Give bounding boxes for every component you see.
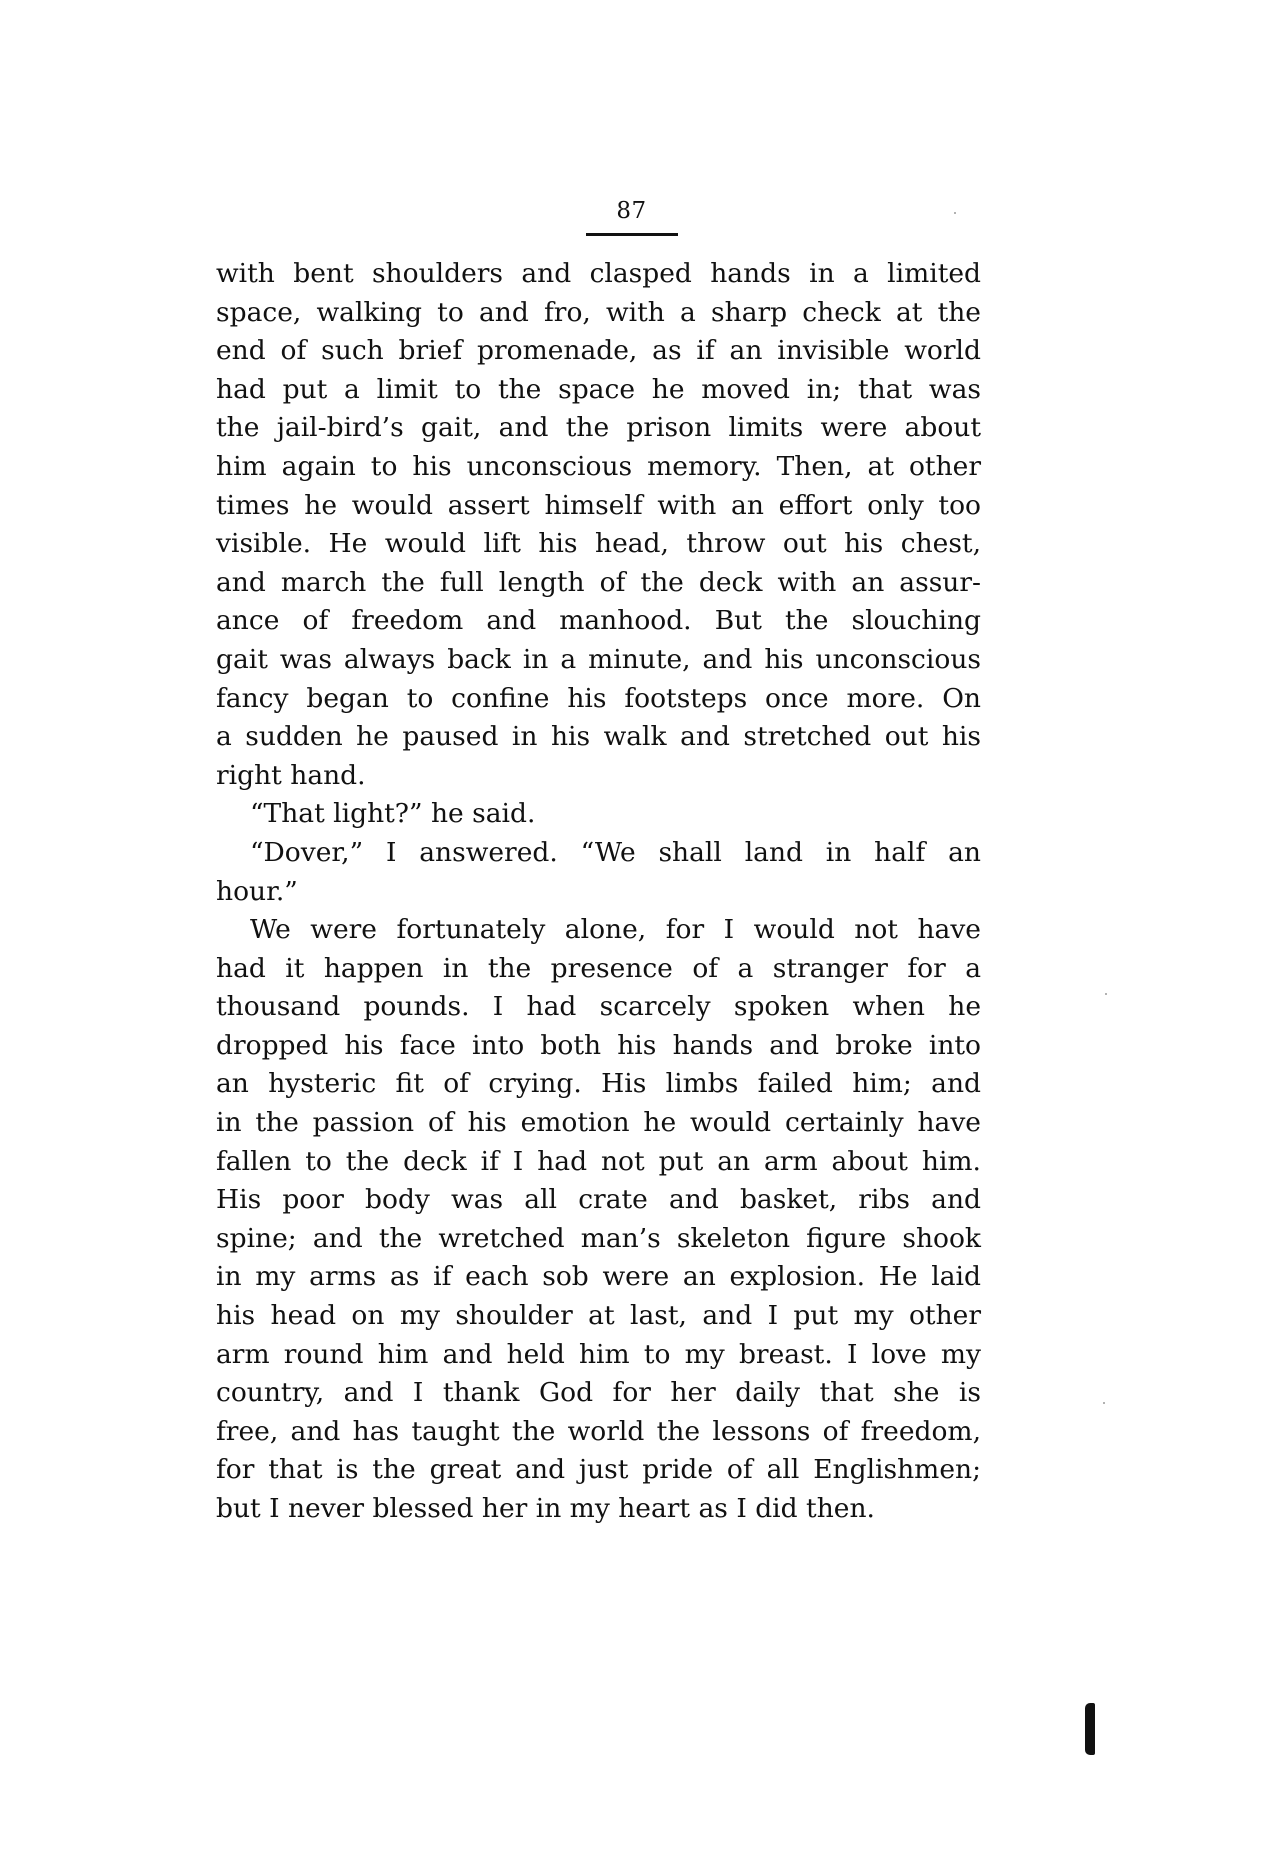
body-text: [216, 255, 981, 1529]
text-line: fancy began to confine his footsteps once more. On: [216, 682, 981, 714]
text-line: had put a limit to the space he moved in; that was: [216, 373, 981, 405]
text-line: ance of freedom and manhood. But the slouching: [216, 605, 981, 637]
text-line: spine; and the wretched man’s skeleton figure shook: [216, 1222, 981, 1254]
text-line: in my arms as if each sob were an explosion. He laid: [216, 1261, 981, 1293]
text-line: arm round him and held him to my breast. I love my: [216, 1338, 981, 1370]
text-line: him again to his unconscious memory. Then, at other: [216, 450, 981, 482]
text-line: for that is the great and just pride of all Englishmen;: [216, 1454, 981, 1486]
text-line: We were fortunately alone, for I would not have: [250, 914, 981, 946]
text-line: right hand.: [216, 759, 366, 791]
page-edge-mark: [1085, 1703, 1095, 1755]
text-line: in the passion of his emotion he would certainly have: [216, 1107, 981, 1139]
text-line: visible. He would lift his head, throw out his chest,: [216, 528, 981, 560]
text-line: hour.”: [216, 875, 298, 907]
text-line: with bent shoulders and clasped hands in a limited: [216, 258, 981, 289]
text-line: but I never blessed her in my heart as I did then.: [216, 1493, 875, 1524]
text-line: thousand pounds. I had scarcely spoken when he: [216, 991, 981, 1023]
text-line: free, and has taught the world the lessons of freedom,: [216, 1415, 981, 1447]
text-line: had it happen in the presence of a stranger for a: [216, 952, 981, 984]
text-line: dropped his face into both his hands and broke into: [216, 1029, 981, 1061]
text-line: fallen to the deck if I had not put an arm about him.: [216, 1145, 981, 1177]
text-line: his head on my shoulder at last, and I put my other: [216, 1300, 981, 1332]
text-line: gait was always back in a minute, and his unconscious: [216, 643, 981, 675]
text-line: “That light?” he said.: [250, 798, 536, 830]
text-line: and march the full length of the deck with an assur-: [216, 566, 981, 598]
scan-speck: [1105, 993, 1107, 995]
text-line: a sudden he paused in his walk and stretched out his: [216, 721, 981, 753]
text-line: times he would assert himself with an effort only too: [216, 489, 981, 521]
text-line: the jail-bird’s gait, and the prison limits were about: [216, 412, 981, 444]
text-line: “Dover,” I answered. “We shall land in half an: [250, 836, 981, 868]
text-line: country, and I thank God for her daily that she is: [216, 1377, 981, 1409]
text-line: an hysteric fit of crying. His limbs failed him; and: [216, 1068, 981, 1100]
page-number-rule: [586, 233, 678, 236]
text-line: space, walking to and fro, with a sharp check at the: [216, 296, 981, 328]
page-number: 87: [616, 198, 647, 224]
scan-speck: [954, 212, 956, 214]
text-line: end of such brief promenade, as if an invisible world: [216, 335, 981, 367]
scan-speck: [1103, 1402, 1105, 1404]
text-line: His poor body was all crate and basket, ribs and: [216, 1184, 981, 1216]
